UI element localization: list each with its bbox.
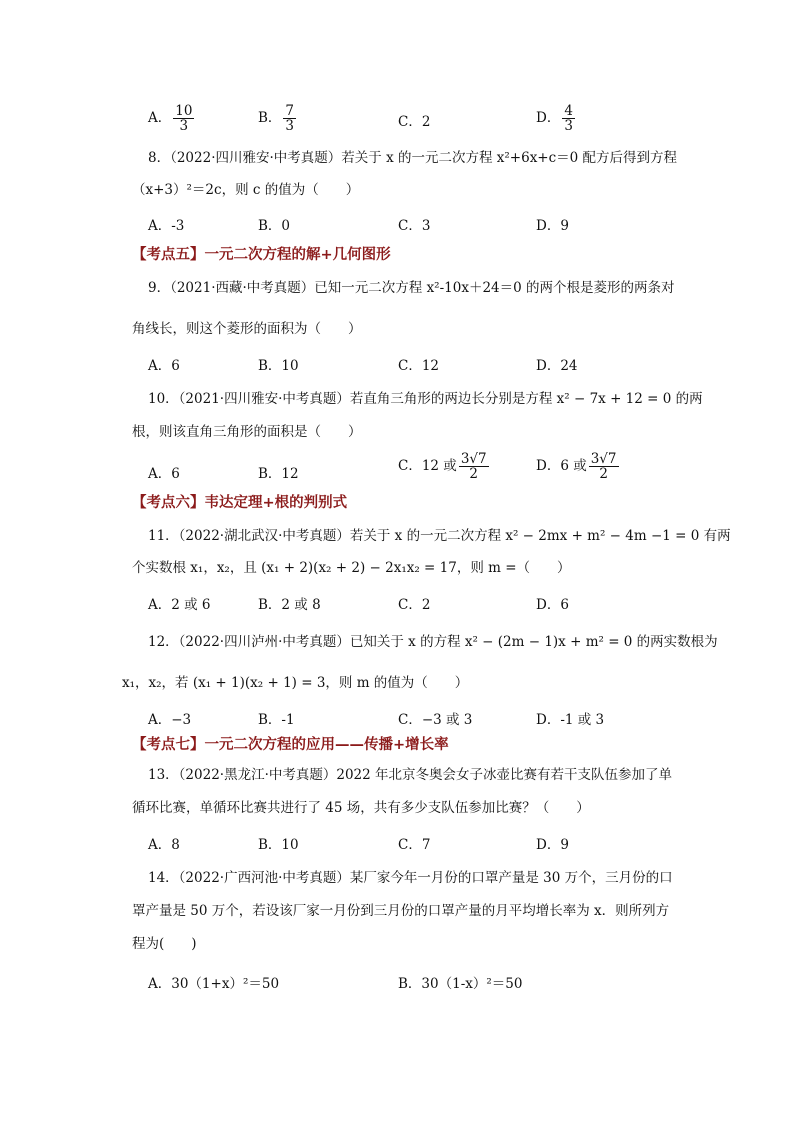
- q10-option-c[interactable]: [398, 452, 489, 481]
- section-heading-7: 【考点七】一元二次方程的应用——传播+增长率: [132, 737, 449, 753]
- option-label: B．: [258, 110, 282, 127]
- q14-stem-line2: 罩产量是 50 万个，若设该厂家一月份到三月份的口罩产量的月平均增长率为 x．则所列方: [132, 903, 670, 919]
- q12-option-b[interactable]: B．-1: [258, 712, 295, 728]
- q11-option-d[interactable]: D．6: [536, 597, 569, 613]
- q11-option-c[interactable]: C．2: [398, 597, 431, 613]
- q11-option-b[interactable]: B．2 或 8: [258, 597, 321, 613]
- q13-stem-line1: 13．（2022·黑龙江·中考真题）2022 年北京冬奥会女子冰壶比赛有若干支队伍参加了单: [148, 767, 673, 783]
- q14-stem-line3: 程为( ): [132, 936, 197, 952]
- fraction: $\frac{3√7}{2}$: [460, 451, 487, 483]
- q11-option-a[interactable]: A．2 或 6: [148, 597, 211, 613]
- q11-stem-line1: 11．（2022·湖北武汉·中考真题）若关于 x 的一元二次方程 x² − 2mx + m² − 4m −1 = 0 有两: [148, 528, 731, 544]
- q9-option-c[interactable]: C．12: [398, 358, 440, 374]
- q8-stem-line1: 8．（2022·四川雅安·中考真题）若关于 x 的一元二次方程 x²+6x+c＝0 配方后得到方程: [148, 150, 678, 166]
- q11-stem-line2: 个实数根 x₁，x₂，且 (x₁ + 2)(x₂ + 2) − 2x₁x₂ = 17，则 m =（ ）: [132, 560, 571, 576]
- q13-option-d[interactable]: D．9: [536, 837, 569, 853]
- q12-stem-line2: x₁，x₂，若 (x₁ + 1)(x₂ + 1) = 3，则 m 的值为（ ）: [122, 675, 469, 691]
- q9-option-d[interactable]: D．24: [536, 358, 578, 374]
- q14-option-a[interactable]: A．30（1+x）²＝50: [148, 976, 280, 992]
- q7-option-a[interactable]: [148, 104, 194, 133]
- fraction: $\frac{3√7}{2}$: [590, 451, 617, 483]
- q9-stem-line1: 9．（2021·西藏·中考真题）已知一元二次方程 x²-10x＋24＝0 的两个根是菱形的两条对: [148, 280, 675, 296]
- section-heading-5: 【考点五】一元二次方程的解+几何图形: [132, 247, 391, 263]
- option-prefix: C．12 或: [398, 458, 457, 475]
- q12-option-d[interactable]: D．-1 或 3: [536, 712, 605, 728]
- fraction: $\frac{10}{3}$: [175, 103, 193, 135]
- q13-option-b[interactable]: B．10: [258, 837, 299, 853]
- q7-option-d[interactable]: [536, 104, 575, 133]
- q8-stem-line2: （x+3）²＝2c，则 c 的值为（ ）: [132, 182, 360, 198]
- q10-option-a[interactable]: A．6: [148, 466, 180, 482]
- fraction: $\frac{4}{3}$: [564, 103, 573, 135]
- q14-option-b[interactable]: B．30（1-x）²＝50: [398, 976, 523, 992]
- q7-option-c[interactable]: C．2: [398, 114, 431, 130]
- q8-option-d[interactable]: D．9: [536, 218, 569, 234]
- q9-option-b[interactable]: B．10: [258, 358, 299, 374]
- fraction: $\frac{7}{3}$: [285, 103, 295, 135]
- option-prefix: D．6 或: [536, 458, 587, 475]
- q10-option-d[interactable]: [536, 452, 619, 481]
- q8-option-a[interactable]: A．-3: [148, 218, 185, 234]
- q13-stem-line2: 循环比赛，单循环比赛共进行了 45 场，共有多少支队伍参加比赛？（ ）: [132, 800, 590, 816]
- option-label: D．: [536, 110, 561, 127]
- q12-stem-line1: 12．（2022·四川泸州·中考真题）已知关于 x 的方程 x² − (2m − 1)x + m² = 0 的两实数根为: [148, 634, 718, 650]
- q13-option-a[interactable]: A．8: [148, 837, 180, 853]
- q12-option-a[interactable]: A．−3: [148, 712, 192, 728]
- q13-option-c[interactable]: C．7: [398, 837, 431, 853]
- q10-option-b[interactable]: B．12: [258, 466, 299, 482]
- q8-option-c[interactable]: C．3: [398, 218, 431, 234]
- q8-option-b[interactable]: B．0: [258, 218, 291, 234]
- q9-stem-line2: 角线长，则这个菱形的面积为（ ）: [132, 321, 362, 337]
- q12-option-c[interactable]: C．−3 或 3: [398, 712, 473, 728]
- q7-option-b[interactable]: [258, 104, 296, 133]
- section-heading-6: 【考点六】韦达定理+根的判别式: [132, 495, 348, 511]
- q10-stem-line2: 根，则该直角三角形的面积是（ ）: [132, 424, 362, 440]
- q9-option-a[interactable]: A．6: [148, 358, 180, 374]
- option-label: A．: [148, 110, 172, 127]
- q10-stem-line1: 10．（2021·四川雅安·中考真题）若直角三角形的两边长分别是方程 x² − 7x + 12 = 0 的两: [148, 391, 703, 407]
- q14-stem-line1: 14．（2022·广西河池·中考真题）某厂家今年一月份的口罩产量是 30 万个，三月份的口: [148, 870, 673, 886]
